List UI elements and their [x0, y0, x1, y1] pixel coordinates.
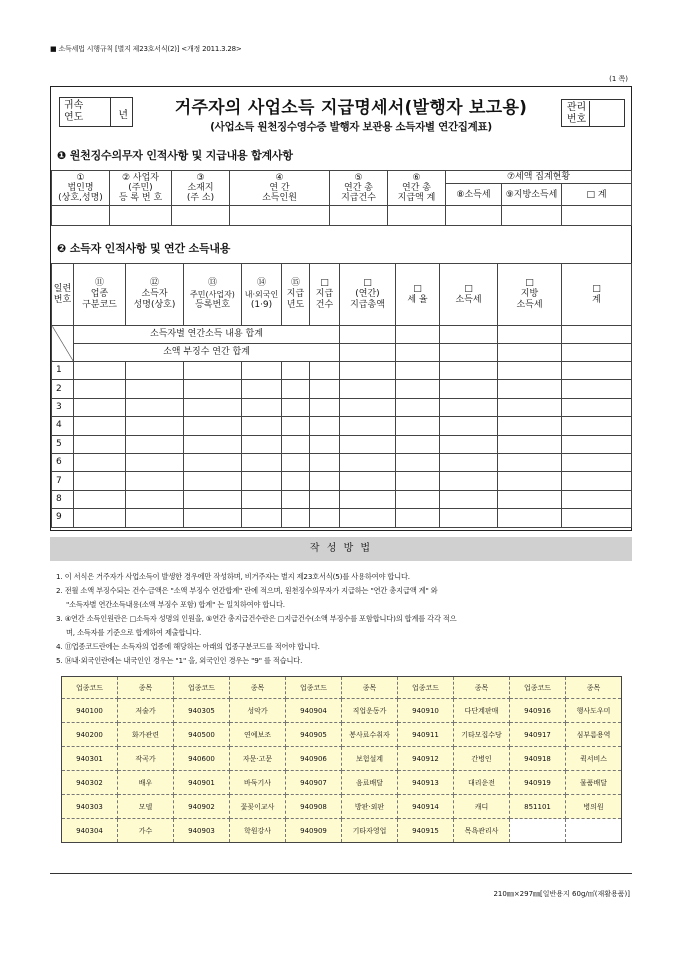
table-cell[interactable] [242, 380, 282, 398]
table-cell[interactable] [340, 398, 396, 416]
guide-note: 며, 소득자를 기준으로 합계하여 제출합니다. [66, 628, 202, 637]
table-cell[interactable] [126, 509, 184, 527]
industry-name: 보험설계 [342, 747, 398, 771]
industry-code: 940911 [398, 723, 454, 747]
table-cell[interactable] [310, 490, 340, 508]
form-frame [50, 86, 632, 531]
table-cell[interactable] [396, 417, 440, 435]
row-number: 3 [52, 398, 74, 416]
table-cell[interactable] [498, 398, 562, 416]
guide-note: "소득자별 연간소득내용(소액 부징수 포함) 합계" 는 일치하여야 합니다. [66, 600, 285, 609]
row-number: 8 [52, 490, 74, 508]
table-cell[interactable] [340, 472, 396, 490]
industry-name: 다단계판매 [454, 699, 510, 723]
industry-code: 940909 [286, 819, 342, 843]
year-unit: 년 [118, 110, 128, 121]
table-cell[interactable] [396, 453, 440, 471]
table-cell[interactable] [498, 380, 562, 398]
table-cell[interactable] [74, 453, 126, 471]
table-cell[interactable] [562, 362, 632, 380]
table-cell[interactable] [282, 417, 310, 435]
table-cell[interactable] [74, 490, 126, 508]
table-cell[interactable] [310, 435, 340, 453]
table-cell[interactable] [440, 398, 498, 416]
code-header-cell: 종목 [566, 677, 622, 699]
industry-name: 간병인 [454, 747, 510, 771]
summary-total-pay[interactable] [340, 326, 396, 344]
code-row [62, 747, 622, 771]
code-row [62, 819, 622, 843]
guide-note: 5. ⑭내·외국인란에는 내국인인 경우는 "1" 을, 외국인인 경우는 "9" 를 적습니다. [56, 656, 303, 665]
col-total-amount: ⑥ 연간 총 지급액 계 [388, 171, 446, 206]
guide-title-bar: 작 성 방 법 [50, 537, 632, 561]
industry-code: 940915 [398, 819, 454, 843]
col-annual-count: ④ 연 간 소득인원 [230, 171, 330, 206]
table-row [52, 453, 632, 471]
table-cell[interactable] [340, 417, 396, 435]
code-table-header [62, 677, 622, 699]
year-label-1: 귀속 [64, 100, 84, 111]
table-cell[interactable] [396, 435, 440, 453]
industry-code: 940910 [398, 699, 454, 723]
industry-code: 851101 [510, 795, 566, 819]
industry-name: 물품배달 [566, 771, 622, 795]
table-cell[interactable] [396, 362, 440, 380]
industry-code: 940913 [398, 771, 454, 795]
table-cell[interactable] [282, 490, 310, 508]
industry-code: 940907 [286, 771, 342, 795]
industry-name: 병의원 [566, 795, 622, 819]
table-cell[interactable] [282, 362, 310, 380]
summary-total-local-tax[interactable] [498, 326, 562, 344]
code-header-cell: 업종코드 [398, 677, 454, 699]
row-number: 6 [52, 453, 74, 471]
table-cell[interactable] [440, 362, 498, 380]
small-total-income-tax[interactable] [440, 344, 498, 362]
table-cell[interactable] [310, 417, 340, 435]
industry-name: 기타자영업 [342, 819, 398, 843]
small-total-sum[interactable] [562, 344, 632, 362]
industry-name: 작곡가 [118, 747, 174, 771]
table-cell[interactable] [396, 398, 440, 416]
table-cell[interactable] [184, 417, 242, 435]
code-row [62, 723, 622, 747]
col-tax-rate: □ 세 율 [396, 264, 440, 326]
industry-code: 940200 [62, 723, 118, 747]
guide-note: 3. ④연간 소득인원란은 □소득자 성명의 인원을, ⑤연간 총지급건수란은 □지급건수(소액 부징수를 포함합니다)의 합계를 각각 적으 [56, 614, 457, 623]
industry-code: 940918 [510, 747, 566, 771]
table-cell[interactable] [498, 490, 562, 508]
table-cell[interactable] [396, 472, 440, 490]
table-cell[interactable] [440, 453, 498, 471]
industry-code: 940919 [510, 771, 566, 795]
col-tax-group: ⑦세액 집계현황 [446, 171, 632, 184]
col-corp-name: ① 법인명 (상호,성명) [52, 171, 110, 206]
input-income-tax[interactable] [446, 206, 502, 226]
table-cell[interactable] [310, 509, 340, 527]
small-total-pay[interactable] [340, 344, 396, 362]
table-cell[interactable] [184, 472, 242, 490]
col-total-2: □ 계 [562, 264, 632, 326]
table-cell[interactable] [310, 472, 340, 490]
legal-reference: ■ 소득세법 시행규칙 [별지 제23호서식(2)] <개정 2011.3.28> [50, 45, 242, 53]
guide-note: 4. ⑪업종코드란에는 소득자의 업종에 해당하는 아래의 업종구분코드를 적어야 합니다. [56, 642, 320, 651]
code-header-cell: 종목 [454, 677, 510, 699]
industry-code-table [61, 676, 622, 843]
table-cell[interactable] [282, 453, 310, 471]
table-cell[interactable] [562, 398, 632, 416]
industry-code: 940302 [62, 771, 118, 795]
table-cell[interactable] [562, 417, 632, 435]
table-cell[interactable] [126, 417, 184, 435]
industry-code: 940500 [174, 723, 230, 747]
col-income-tax: ⑧소득세 [446, 184, 502, 206]
code-header-cell: 업종코드 [510, 677, 566, 699]
table-cell[interactable] [184, 362, 242, 380]
table-cell[interactable] [242, 472, 282, 490]
table-cell[interactable] [310, 453, 340, 471]
col-industry-code: ⑪ 업종 구분코드 [74, 264, 126, 326]
industry-name: 대리운전 [454, 771, 510, 795]
table-cell[interactable] [126, 472, 184, 490]
industry-name: 캐디 [454, 795, 510, 819]
table-cell[interactable] [562, 453, 632, 471]
guide-note: 2. 전월 소액 부징수되는 건수·금액은 "소액 부징수 연간합계" 란에 적으며, 원천징수의무자가 지급하는 "연간 총지급액 계" 와 [56, 586, 438, 595]
table-cell[interactable] [74, 398, 126, 416]
industry-name: 음료배달 [342, 771, 398, 795]
input-annual-count[interactable] [230, 206, 330, 226]
table-cell[interactable] [242, 509, 282, 527]
table-cell[interactable] [340, 380, 396, 398]
section2-heading: ❷ 소득자 인적사항 및 연간 소득내용 [57, 242, 231, 255]
code-header-cell: 종목 [118, 677, 174, 699]
table-cell[interactable] [242, 435, 282, 453]
input-corp-name[interactable] [52, 206, 110, 226]
industry-code: 940305 [174, 699, 230, 723]
code-header-cell: 종목 [342, 677, 398, 699]
industry-code: 940903 [174, 819, 230, 843]
attribution-year-field[interactable] [83, 97, 133, 127]
table-cell[interactable] [396, 490, 440, 508]
table-cell[interactable] [242, 490, 282, 508]
management-number-box[interactable] [561, 99, 625, 127]
table-row [52, 362, 632, 380]
code-header-cell: 업종코드 [286, 677, 342, 699]
table-cell[interactable] [242, 362, 282, 380]
col-nationality: ⑭ 내·외국인 (1·9) [242, 264, 282, 326]
table-cell[interactable] [498, 435, 562, 453]
industry-name: 봉사료수취자 [342, 723, 398, 747]
table-cell[interactable] [126, 453, 184, 471]
col-address: ③ 소재지 (주 소) [172, 171, 230, 206]
table-cell[interactable] [340, 362, 396, 380]
section1-heading: ❶ 원천징수의무자 인적사항 및 지급내용 합계사항 [57, 149, 293, 162]
industry-name: 직업운동가 [342, 699, 398, 723]
code-row [62, 771, 622, 795]
withholding-agent-table [51, 170, 632, 226]
input-total-amount[interactable] [388, 206, 446, 226]
industry-name: 바둑기사 [230, 771, 286, 795]
col-total-payments: ⑤ 연간 총 지급건수 [330, 171, 388, 206]
table-cell[interactable] [340, 509, 396, 527]
col-serial: 일련 번호 [52, 264, 74, 326]
paper-spec: 210㎜×297㎜[일반용지 60g/㎡(재활용품)] [493, 890, 630, 898]
industry-code: 940914 [398, 795, 454, 819]
income-earner-table [51, 263, 632, 528]
small-total-local-tax[interactable] [498, 344, 562, 362]
table-cell[interactable] [498, 509, 562, 527]
industry-code [510, 819, 566, 843]
small-total-rate[interactable] [396, 344, 440, 362]
industry-code: 940100 [62, 699, 118, 723]
col-pay-count: □ 지급 건수 [310, 264, 340, 326]
form-title: 거주자의 사업소득 지급명세서(발행자 보고용) [174, 98, 528, 118]
industry-name: 퀵서비스 [566, 747, 622, 771]
table-cell[interactable] [282, 435, 310, 453]
summary-total-sum[interactable] [562, 326, 632, 344]
table-cell[interactable] [184, 453, 242, 471]
row-number: 5 [52, 435, 74, 453]
col-earner-name: ⑫ 소득자 성명(상호) [126, 264, 184, 326]
industry-code: 940905 [286, 723, 342, 747]
industry-code: 940908 [286, 795, 342, 819]
industry-name: 심부름용역 [566, 723, 622, 747]
col-pay-year: ⑮ 지급 년도 [282, 264, 310, 326]
table-cell[interactable] [562, 380, 632, 398]
table-row [52, 509, 632, 527]
code-row [62, 699, 622, 723]
row-number: 7 [52, 472, 74, 490]
table-cell[interactable] [562, 509, 632, 527]
row-number: 1 [52, 362, 74, 380]
input-tax-total[interactable] [562, 206, 632, 226]
form-subtitle: (사업소득 원천징수영수증 발행자 보관용 소득자별 연간집계표) [210, 121, 492, 133]
year-label-2: 연도 [64, 112, 84, 123]
row-number: 2 [52, 380, 74, 398]
code-row [62, 795, 622, 819]
industry-name: 화가관련 [118, 723, 174, 747]
table-cell[interactable] [396, 380, 440, 398]
col-earner-id: ⑬ 주민(사업자) 등록번호 [184, 264, 242, 326]
table-cell[interactable] [184, 509, 242, 527]
table-cell[interactable] [310, 362, 340, 380]
industry-code: 940902 [174, 795, 230, 819]
industry-code: 940904 [286, 699, 342, 723]
col-pay-total: □ (연간) 지급총액 [340, 264, 396, 326]
table-cell[interactable] [310, 398, 340, 416]
table-cell[interactable] [340, 490, 396, 508]
table-cell[interactable] [282, 398, 310, 416]
col-income-tax-2: □ 소득세 [440, 264, 498, 326]
table-cell[interactable] [562, 490, 632, 508]
industry-code: 940912 [398, 747, 454, 771]
table-cell[interactable] [242, 417, 282, 435]
row-number: 4 [52, 417, 74, 435]
table-cell[interactable] [340, 435, 396, 453]
code-header-cell: 업종코드 [174, 677, 230, 699]
industry-code: 940303 [62, 795, 118, 819]
sheet-number: (1 쪽) [609, 75, 628, 83]
table-row [52, 380, 632, 398]
input-total-payments[interactable] [330, 206, 388, 226]
industry-code: 940301 [62, 747, 118, 771]
col-tax-total: □ 계 [562, 184, 632, 206]
input-local-tax[interactable] [502, 206, 562, 226]
table-row [52, 490, 632, 508]
table-cell[interactable] [440, 472, 498, 490]
table-cell[interactable] [184, 380, 242, 398]
table-cell[interactable] [74, 509, 126, 527]
input-biz-reg-no[interactable] [110, 206, 172, 226]
col-local-tax-2: □ 지방 소득세 [498, 264, 562, 326]
table-cell[interactable] [126, 398, 184, 416]
table-cell[interactable] [126, 362, 184, 380]
table-cell[interactable] [74, 417, 126, 435]
guide-notes [56, 570, 632, 668]
bottom-rule [50, 873, 632, 874]
summary-total-rate[interactable] [396, 326, 440, 344]
row-number: 9 [52, 509, 74, 527]
table-cell[interactable] [562, 472, 632, 490]
industry-name: 자문·고문 [230, 747, 286, 771]
industry-name: 저술가 [118, 699, 174, 723]
industry-name: 방판·외판 [342, 795, 398, 819]
industry-code: 940304 [62, 819, 118, 843]
table-row [52, 417, 632, 435]
industry-name: 배우 [118, 771, 174, 795]
table-cell[interactable] [562, 435, 632, 453]
table-cell[interactable] [126, 490, 184, 508]
industry-name: 기타모집수당 [454, 723, 510, 747]
industry-name: 행사도우미 [566, 699, 622, 723]
table-cell[interactable] [440, 509, 498, 527]
col-biz-reg-no: ② 사업자 (주민) 등 록 번 호 [110, 171, 172, 206]
industry-name: 목욕관리사 [454, 819, 510, 843]
industry-code: 940917 [510, 723, 566, 747]
table-row [52, 398, 632, 416]
management-number-label: 관리 번호 [564, 101, 590, 127]
industry-name [566, 819, 622, 843]
industry-code: 940916 [510, 699, 566, 723]
table-cell[interactable] [396, 509, 440, 527]
table-cell[interactable] [184, 435, 242, 453]
industry-code: 940600 [174, 747, 230, 771]
table-cell[interactable] [440, 490, 498, 508]
table-cell[interactable] [74, 380, 126, 398]
code-header-cell: 종목 [230, 677, 286, 699]
table-cell[interactable] [282, 380, 310, 398]
industry-code: 940906 [286, 747, 342, 771]
table-cell[interactable] [74, 362, 126, 380]
table-cell[interactable] [74, 472, 126, 490]
industry-name: 가수 [118, 819, 174, 843]
table-cell[interactable] [282, 509, 310, 527]
table-cell[interactable] [498, 362, 562, 380]
industry-name: 성악가 [230, 699, 286, 723]
table-cell[interactable] [340, 453, 396, 471]
table-cell[interactable] [498, 417, 562, 435]
table-cell[interactable] [126, 435, 184, 453]
table-cell[interactable] [440, 435, 498, 453]
table-cell[interactable] [242, 398, 282, 416]
table-cell[interactable] [310, 380, 340, 398]
summary-small-amount-label: 소액 부징수 연간 합계 [74, 344, 340, 362]
table-cell[interactable] [74, 435, 126, 453]
summary-total-income-tax[interactable] [440, 326, 498, 344]
table-cell[interactable] [498, 472, 562, 490]
table-cell[interactable] [184, 490, 242, 508]
industry-name: 꽃꽂이교사 [230, 795, 286, 819]
industry-name: 모델 [118, 795, 174, 819]
table-cell[interactable] [498, 453, 562, 471]
table-cell[interactable] [440, 417, 498, 435]
col-local-tax: ⑨지방소득세 [502, 184, 562, 206]
table-cell[interactable] [242, 453, 282, 471]
input-address[interactable] [172, 206, 230, 226]
table-cell[interactable] [282, 472, 310, 490]
industry-name: 연예보조 [230, 723, 286, 747]
industry-name: 학원강사 [230, 819, 286, 843]
table-cell[interactable] [440, 380, 498, 398]
table-cell[interactable] [184, 398, 242, 416]
summary-annual-total-label: 소득자별 연간소득 내용 합계 [74, 326, 340, 344]
code-header-cell: 업종코드 [62, 677, 118, 699]
guide-note: 1. 이 서식은 거주자가 사업소득이 발생한 경우에만 작성하며, 비거주자는 별지 제23호서식(5)를 사용하여야 합니다. [56, 572, 410, 581]
summary-diagonal-cell [52, 326, 74, 362]
table-row [52, 435, 632, 453]
table-row [52, 472, 632, 490]
table-cell[interactable] [126, 380, 184, 398]
industry-code: 940901 [174, 771, 230, 795]
